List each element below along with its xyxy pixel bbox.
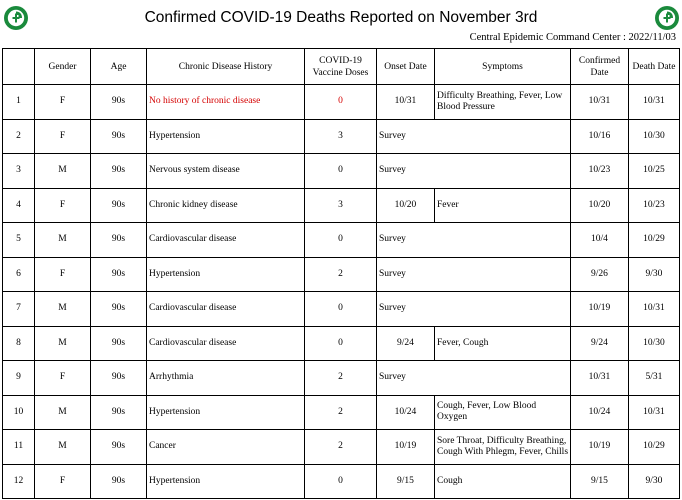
table-row <box>3 395 680 430</box>
table-row <box>3 85 680 120</box>
cell-doses: 3 <box>305 119 377 154</box>
cell-confirmed: 9/24 <box>571 326 629 361</box>
cell-chronic: Cardiovascular disease <box>147 223 305 258</box>
source-line: Central Epidemic Command Center : 2022/11/03 <box>469 32 676 43</box>
col-header-death: Death Date <box>629 49 680 85</box>
cell-symptoms: Difficulty Breathing, Fever, Low Blood Pressure <box>435 85 571 120</box>
cell-no: 10 <box>3 395 35 430</box>
cell-symptoms: Fever <box>435 188 571 223</box>
cell-gender: F <box>35 85 91 120</box>
cell-confirmed: 10/16 <box>571 119 629 154</box>
cell-no: 8 <box>3 326 35 361</box>
col-header-doses: COVID-19 Vaccine Doses <box>305 49 377 85</box>
cell-no: 9 <box>3 361 35 396</box>
cell-death: 10/25 <box>629 154 680 189</box>
cell-chronic: Hypertension <box>147 464 305 499</box>
cell-confirmed: 10/20 <box>571 188 629 223</box>
cell-no: 11 <box>3 430 35 465</box>
cell-onset-survey: Survey <box>377 292 571 327</box>
cell-chronic: Cardiovascular disease <box>147 326 305 361</box>
cell-onset-survey: Survey <box>377 119 571 154</box>
cell-age: 90s <box>91 223 147 258</box>
cell-confirmed: 10/19 <box>571 292 629 327</box>
cell-gender: F <box>35 119 91 154</box>
cell-doses: 2 <box>305 395 377 430</box>
cell-onset-survey: Survey <box>377 154 571 189</box>
cell-death: 10/31 <box>629 395 680 430</box>
cell-age: 90s <box>91 257 147 292</box>
cell-confirmed: 9/26 <box>571 257 629 292</box>
cell-onset: 9/24 <box>377 326 435 361</box>
cell-age: 90s <box>91 430 147 465</box>
cell-age: 90s <box>91 326 147 361</box>
table-row <box>3 292 680 327</box>
cell-confirmed: 10/23 <box>571 154 629 189</box>
cell-death: 10/29 <box>629 430 680 465</box>
cell-age: 90s <box>91 464 147 499</box>
cell-no: 5 <box>3 223 35 258</box>
cell-doses: 3 <box>305 188 377 223</box>
deaths-table <box>2 48 680 499</box>
table-row <box>3 188 680 223</box>
cell-doses: 0 <box>305 85 377 120</box>
cell-no: 4 <box>3 188 35 223</box>
cell-confirmed: 10/31 <box>571 85 629 120</box>
cell-chronic: Arrhythmia <box>147 361 305 396</box>
cell-symptoms: Sore Throat, Difficulty Breathing, Cough With Phlegm, Fever, Chills <box>435 430 571 465</box>
col-header-chronic: Chronic Disease History <box>147 49 305 85</box>
cell-onset-survey: Survey <box>377 223 571 258</box>
cell-gender: M <box>35 223 91 258</box>
cell-death: 10/30 <box>629 119 680 154</box>
cell-doses: 0 <box>305 464 377 499</box>
col-header-symptoms: Symptoms <box>435 49 571 85</box>
table-row <box>3 223 680 258</box>
cell-chronic: Chronic kidney disease <box>147 188 305 223</box>
cell-age: 90s <box>91 361 147 396</box>
cell-death: 9/30 <box>629 257 680 292</box>
cell-age: 90s <box>91 85 147 120</box>
cell-doses: 2 <box>305 430 377 465</box>
col-header-onset: Onset Date <box>377 49 435 85</box>
cell-onset: 10/24 <box>377 395 435 430</box>
cell-gender: M <box>35 326 91 361</box>
cell-onset: 10/31 <box>377 85 435 120</box>
table-row <box>3 119 680 154</box>
cell-doses: 0 <box>305 292 377 327</box>
cell-symptoms: Cough <box>435 464 571 499</box>
cell-onset-survey: Survey <box>377 361 571 396</box>
table-header-row <box>3 49 680 85</box>
cell-gender: F <box>35 188 91 223</box>
cell-no: 2 <box>3 119 35 154</box>
cell-confirmed: 10/4 <box>571 223 629 258</box>
cell-no: 1 <box>3 85 35 120</box>
col-header-no <box>3 49 35 85</box>
cell-death: 10/30 <box>629 326 680 361</box>
cell-symptoms: Fever, Cough <box>435 326 571 361</box>
cell-death: 10/31 <box>629 85 680 120</box>
cell-confirmed: 10/19 <box>571 430 629 465</box>
cell-confirmed: 10/31 <box>571 361 629 396</box>
col-header-gender: Gender <box>35 49 91 85</box>
table-row <box>3 154 680 189</box>
cell-onset: 10/20 <box>377 188 435 223</box>
table-row <box>3 257 680 292</box>
cell-doses: 2 <box>305 257 377 292</box>
cell-doses: 0 <box>305 223 377 258</box>
col-header-confirmed: Confirmed Date <box>571 49 629 85</box>
cell-symptoms: Cough, Fever, Low Blood Oxygen <box>435 395 571 430</box>
cell-no: 3 <box>3 154 35 189</box>
cell-confirmed: 9/15 <box>571 464 629 499</box>
cell-age: 90s <box>91 292 147 327</box>
cell-age: 90s <box>91 395 147 430</box>
cell-age: 90s <box>91 188 147 223</box>
cell-confirmed: 10/24 <box>571 395 629 430</box>
cell-chronic: Hypertension <box>147 257 305 292</box>
cell-gender: M <box>35 292 91 327</box>
cell-chronic: Hypertension <box>147 119 305 154</box>
cell-age: 90s <box>91 154 147 189</box>
col-header-age: Age <box>91 49 147 85</box>
table-row <box>3 361 680 396</box>
cell-chronic: No history of chronic disease <box>147 85 305 120</box>
cell-gender: M <box>35 430 91 465</box>
cell-chronic: Cancer <box>147 430 305 465</box>
cell-gender: F <box>35 361 91 396</box>
cell-no: 7 <box>3 292 35 327</box>
cell-gender: M <box>35 154 91 189</box>
page-title: Confirmed COVID-19 Deaths Reported on November 3rd <box>144 9 538 26</box>
cell-no: 6 <box>3 257 35 292</box>
cell-chronic: Hypertension <box>147 395 305 430</box>
cell-age: 90s <box>91 119 147 154</box>
cell-gender: F <box>35 464 91 499</box>
cell-doses: 0 <box>305 154 377 189</box>
cell-death: 10/31 <box>629 292 680 327</box>
table-row <box>3 430 680 465</box>
cell-death: 10/23 <box>629 188 680 223</box>
table-row <box>3 464 680 499</box>
cell-chronic: Nervous system disease <box>147 154 305 189</box>
cell-chronic: Cardiovascular disease <box>147 292 305 327</box>
cell-doses: 0 <box>305 326 377 361</box>
cell-death: 9/30 <box>629 464 680 499</box>
cell-death: 10/29 <box>629 223 680 258</box>
cell-onset: 10/19 <box>377 430 435 465</box>
cell-gender: F <box>35 257 91 292</box>
cell-death: 5/31 <box>629 361 680 396</box>
cell-onset: 9/15 <box>377 464 435 499</box>
cell-onset-survey: Survey <box>377 257 571 292</box>
cell-no: 12 <box>3 464 35 499</box>
cell-gender: M <box>35 395 91 430</box>
cell-doses: 2 <box>305 361 377 396</box>
table-row <box>3 326 680 361</box>
